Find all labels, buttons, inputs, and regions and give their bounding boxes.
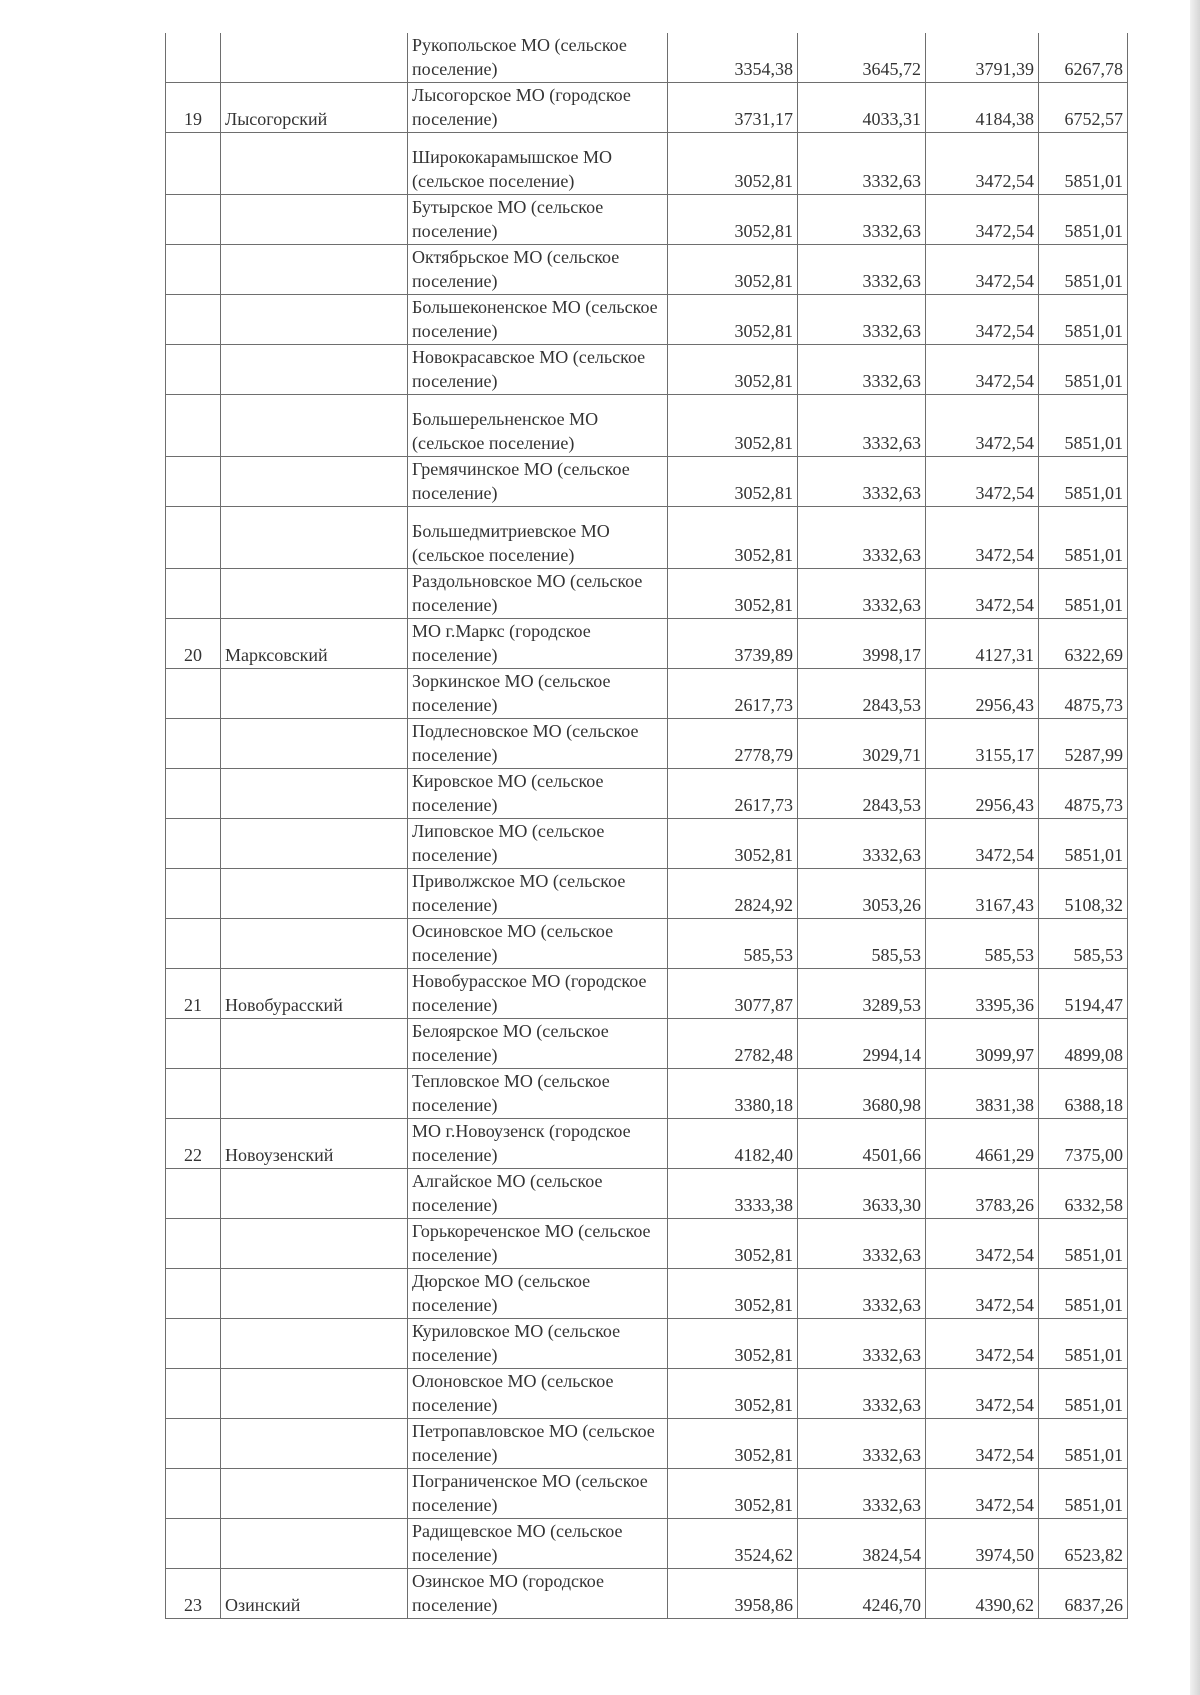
value-col-2: 4501,66 [798, 1119, 926, 1169]
value-col-1: 3052,81 [668, 395, 798, 457]
value-col-2: 3332,63 [798, 345, 926, 395]
value-col-4: 5851,01 [1039, 457, 1128, 507]
table-row [166, 395, 1128, 457]
value-col-3: 3472,54 [926, 569, 1039, 619]
value-col-1: 3354,38 [668, 33, 798, 83]
district-name: Озинский [221, 1569, 408, 1619]
row-number [166, 295, 221, 345]
value-col-2: 3289,53 [798, 969, 926, 1019]
value-col-2: 3053,26 [798, 869, 926, 919]
row-number [166, 1319, 221, 1369]
value-col-2: 3332,63 [798, 1419, 926, 1469]
table-row [166, 1219, 1128, 1269]
value-col-4: 5851,01 [1039, 819, 1128, 869]
value-col-1: 3333,38 [668, 1169, 798, 1219]
municipality-name: Липовское МО (сельское поселение) [408, 819, 668, 869]
table-row [166, 1069, 1128, 1119]
municipality-name: Осиновское МО (сельское поселение) [408, 919, 668, 969]
row-number [166, 133, 221, 195]
row-number [166, 1419, 221, 1469]
value-col-3: 3167,43 [926, 869, 1039, 919]
district-name [221, 133, 408, 195]
municipality-name: Большерельненское МО (сельское поселение) [408, 395, 668, 457]
value-col-4: 5851,01 [1039, 1369, 1128, 1419]
value-col-3: 3472,54 [926, 133, 1039, 195]
value-col-1: 3052,81 [668, 245, 798, 295]
row-number [166, 195, 221, 245]
value-col-3: 3395,36 [926, 969, 1039, 1019]
value-col-3: 3472,54 [926, 295, 1039, 345]
district-name [221, 1319, 408, 1369]
value-col-2: 3332,63 [798, 195, 926, 245]
municipality-name: Гремячинское МО (сельское поселение) [408, 457, 668, 507]
value-col-1: 3052,81 [668, 1369, 798, 1419]
value-col-2: 3332,63 [798, 395, 926, 457]
district-name [221, 345, 408, 395]
municipality-name: Бутырское МО (сельское поселение) [408, 195, 668, 245]
value-col-2: 3332,63 [798, 507, 926, 569]
value-col-2: 4033,31 [798, 83, 926, 133]
table-row [166, 1269, 1128, 1319]
value-col-3: 4390,62 [926, 1569, 1039, 1619]
municipality-name: Кировское МО (сельское поселение) [408, 769, 668, 819]
table-row [166, 345, 1128, 395]
row-number: 20 [166, 619, 221, 669]
municipality-name: Радищевское МО (сельское поселение) [408, 1519, 668, 1569]
table-row [166, 457, 1128, 507]
district-name [221, 1519, 408, 1569]
municipality-name: Озинское МО (городское поселение) [408, 1569, 668, 1619]
row-number [166, 1219, 221, 1269]
value-col-3: 3472,54 [926, 345, 1039, 395]
table-row [166, 195, 1128, 245]
value-col-3: 3791,39 [926, 33, 1039, 83]
value-col-3: 3831,38 [926, 1069, 1039, 1119]
value-col-1: 2617,73 [668, 769, 798, 819]
row-number [166, 33, 221, 83]
value-col-2: 3332,63 [798, 133, 926, 195]
value-col-1: 3052,81 [668, 1319, 798, 1369]
district-name: Новоузенский [221, 1119, 408, 1169]
value-col-4: 4875,73 [1039, 669, 1128, 719]
value-col-3: 3472,54 [926, 1219, 1039, 1269]
municipality-name: Белоярское МО (сельское поселение) [408, 1019, 668, 1069]
value-col-2: 4246,70 [798, 1569, 926, 1619]
value-col-2: 3332,63 [798, 1469, 926, 1519]
value-col-4: 585,53 [1039, 919, 1128, 969]
district-name [221, 245, 408, 295]
row-number [166, 819, 221, 869]
value-col-3: 4661,29 [926, 1119, 1039, 1169]
value-col-3: 3783,26 [926, 1169, 1039, 1219]
value-col-4: 5851,01 [1039, 569, 1128, 619]
value-col-1: 3052,81 [668, 1419, 798, 1469]
value-col-4: 5851,01 [1039, 1419, 1128, 1469]
value-col-1: 3524,62 [668, 1519, 798, 1569]
row-number [166, 1369, 221, 1419]
district-name: Лысогорский [221, 83, 408, 133]
value-col-2: 3332,63 [798, 819, 926, 869]
district-name [221, 195, 408, 245]
value-col-1: 3380,18 [668, 1069, 798, 1119]
municipality-name: Петропавловское МО (сельское поселение) [408, 1419, 668, 1469]
value-col-1: 3958,86 [668, 1569, 798, 1619]
value-col-3: 3472,54 [926, 1419, 1039, 1469]
value-col-2: 3680,98 [798, 1069, 926, 1119]
value-col-3: 4127,31 [926, 619, 1039, 669]
value-col-1: 3052,81 [668, 507, 798, 569]
table-row [166, 669, 1128, 719]
value-col-1: 3731,17 [668, 83, 798, 133]
table-body [166, 33, 1128, 1619]
value-col-4: 5851,01 [1039, 295, 1128, 345]
value-col-1: 3052,81 [668, 457, 798, 507]
value-col-4: 6388,18 [1039, 1069, 1128, 1119]
row-number: 21 [166, 969, 221, 1019]
value-col-2: 3633,30 [798, 1169, 926, 1219]
table-row [166, 769, 1128, 819]
value-col-1: 3739,89 [668, 619, 798, 669]
value-col-1: 585,53 [668, 919, 798, 969]
district-name [221, 919, 408, 969]
table-row [166, 819, 1128, 869]
district-name [221, 33, 408, 83]
district-name [221, 819, 408, 869]
district-name [221, 295, 408, 345]
value-col-4: 6837,26 [1039, 1569, 1128, 1619]
table-row [166, 245, 1128, 295]
value-col-2: 3332,63 [798, 569, 926, 619]
row-number [166, 245, 221, 295]
district-name [221, 569, 408, 619]
municipality-name: Олоновское МО (сельское поселение) [408, 1369, 668, 1419]
value-col-4: 6332,58 [1039, 1169, 1128, 1219]
row-number [166, 1169, 221, 1219]
municipality-name: Зоркинское МО (сельское поселение) [408, 669, 668, 719]
row-number [166, 507, 221, 569]
value-col-1: 4182,40 [668, 1119, 798, 1169]
value-col-4: 5851,01 [1039, 1469, 1128, 1519]
row-number [166, 1519, 221, 1569]
district-name [221, 1219, 408, 1269]
value-col-3: 3472,54 [926, 1469, 1039, 1519]
row-number [166, 569, 221, 619]
row-number [166, 1069, 221, 1119]
district-name: Новобурасский [221, 969, 408, 1019]
value-col-2: 3332,63 [798, 1219, 926, 1269]
municipality-name: Куриловское МО (сельское поселение) [408, 1319, 668, 1369]
value-col-2: 3645,72 [798, 33, 926, 83]
district-name [221, 869, 408, 919]
value-col-3: 3472,54 [926, 457, 1039, 507]
municipality-name: Ширококарамышское МО (сельское поселение) [408, 133, 668, 195]
district-name [221, 1069, 408, 1119]
value-col-3: 3472,54 [926, 1269, 1039, 1319]
row-number [166, 769, 221, 819]
value-col-3: 3472,54 [926, 395, 1039, 457]
value-col-2: 3332,63 [798, 1369, 926, 1419]
district-name [221, 457, 408, 507]
value-col-2: 2994,14 [798, 1019, 926, 1069]
value-col-1: 2782,48 [668, 1019, 798, 1069]
row-number [166, 457, 221, 507]
municipality-name: Дюрское МО (сельское поселение) [408, 1269, 668, 1319]
value-col-1: 3077,87 [668, 969, 798, 1019]
table-row [166, 507, 1128, 569]
value-col-3: 3155,17 [926, 719, 1039, 769]
municipality-name: Подлесновское МО (сельское поселение) [408, 719, 668, 769]
table-row [166, 1419, 1128, 1469]
value-col-3: 3472,54 [926, 1369, 1039, 1419]
value-col-2: 3332,63 [798, 1269, 926, 1319]
value-col-1: 3052,81 [668, 1269, 798, 1319]
table-row [166, 1469, 1128, 1519]
value-col-3: 3472,54 [926, 819, 1039, 869]
value-col-3: 3472,54 [926, 1319, 1039, 1369]
municipality-name: МО г.Маркс (городское поселение) [408, 619, 668, 669]
row-number [166, 345, 221, 395]
municipality-name: Пограниченское МО (сельское поселение) [408, 1469, 668, 1519]
municipality-name: Алгайское МО (сельское поселение) [408, 1169, 668, 1219]
value-col-1: 3052,81 [668, 1219, 798, 1269]
value-col-1: 2778,79 [668, 719, 798, 769]
scan-edge-shadow [1190, 0, 1200, 1695]
value-col-1: 3052,81 [668, 295, 798, 345]
value-col-4: 4875,73 [1039, 769, 1128, 819]
municipality-name: Лысогорское МО (городское поселение) [408, 83, 668, 133]
value-col-3: 3472,54 [926, 245, 1039, 295]
table-row [166, 1569, 1128, 1619]
municipality-name: Раздольновское МО (сельское поселение) [408, 569, 668, 619]
value-col-4: 6267,78 [1039, 33, 1128, 83]
municipality-name: МО г.Новоузенск (городское поселение) [408, 1119, 668, 1169]
value-col-3: 2956,43 [926, 769, 1039, 819]
value-col-4: 5194,47 [1039, 969, 1128, 1019]
value-col-1: 3052,81 [668, 345, 798, 395]
table-row [166, 133, 1128, 195]
value-col-1: 3052,81 [668, 133, 798, 195]
table-row [166, 295, 1128, 345]
table-row [166, 619, 1128, 669]
district-name [221, 769, 408, 819]
row-number [166, 869, 221, 919]
district-name [221, 507, 408, 569]
table-row [166, 33, 1128, 83]
value-col-2: 3332,63 [798, 295, 926, 345]
table-row [166, 1119, 1128, 1169]
value-col-4: 5851,01 [1039, 133, 1128, 195]
table-row [166, 719, 1128, 769]
tariff-table [165, 33, 1128, 1619]
value-col-1: 3052,81 [668, 819, 798, 869]
value-col-3: 3974,50 [926, 1519, 1039, 1569]
district-name [221, 1469, 408, 1519]
district-name [221, 1419, 408, 1469]
value-col-4: 5108,32 [1039, 869, 1128, 919]
value-col-4: 5851,01 [1039, 395, 1128, 457]
municipality-name: Тепловское МО (сельское поселение) [408, 1069, 668, 1119]
municipality-name: Большедмитриевское МО (сельское поселение) [408, 507, 668, 569]
value-col-2: 3029,71 [798, 719, 926, 769]
row-number [166, 1019, 221, 1069]
table-row [166, 1019, 1128, 1069]
municipality-name: Новокрасавское МО (сельское поселение) [408, 345, 668, 395]
value-col-1: 2617,73 [668, 669, 798, 719]
value-col-4: 5851,01 [1039, 345, 1128, 395]
value-col-4: 5851,01 [1039, 1319, 1128, 1369]
value-col-2: 2843,53 [798, 669, 926, 719]
value-col-2: 585,53 [798, 919, 926, 969]
value-col-4: 4899,08 [1039, 1019, 1128, 1069]
municipality-name: Новобурасское МО (городское поселение) [408, 969, 668, 1019]
value-col-3: 2956,43 [926, 669, 1039, 719]
table-row [166, 83, 1128, 133]
district-name [221, 1369, 408, 1419]
value-col-4: 6752,57 [1039, 83, 1128, 133]
value-col-4: 7375,00 [1039, 1119, 1128, 1169]
value-col-4: 5851,01 [1039, 245, 1128, 295]
table-row [166, 1169, 1128, 1219]
municipality-name: Октябрьское МО (сельское поселение) [408, 245, 668, 295]
value-col-1: 2824,92 [668, 869, 798, 919]
value-col-4: 6523,82 [1039, 1519, 1128, 1569]
value-col-1: 3052,81 [668, 195, 798, 245]
value-col-2: 2843,53 [798, 769, 926, 819]
district-name [221, 395, 408, 457]
value-col-2: 3824,54 [798, 1519, 926, 1569]
value-col-1: 3052,81 [668, 569, 798, 619]
value-col-4: 6322,69 [1039, 619, 1128, 669]
district-name [221, 669, 408, 719]
row-number [166, 1269, 221, 1319]
value-col-4: 5287,99 [1039, 719, 1128, 769]
value-col-1: 3052,81 [668, 1469, 798, 1519]
municipality-name: Приволжское МО (сельское поселение) [408, 869, 668, 919]
value-col-4: 5851,01 [1039, 195, 1128, 245]
row-number [166, 669, 221, 719]
municipality-name: Горькореченское МО (сельское поселение) [408, 1219, 668, 1269]
value-col-2: 3332,63 [798, 245, 926, 295]
row-number: 22 [166, 1119, 221, 1169]
table-row [166, 869, 1128, 919]
row-number [166, 395, 221, 457]
value-col-2: 3998,17 [798, 619, 926, 669]
municipality-name: Большеконенское МО (сельское поселение) [408, 295, 668, 345]
value-col-3: 3472,54 [926, 507, 1039, 569]
table-row [166, 919, 1128, 969]
row-number [166, 919, 221, 969]
table-row [166, 1519, 1128, 1569]
row-number: 19 [166, 83, 221, 133]
row-number: 23 [166, 1569, 221, 1619]
municipality-name: Рукопольское МО (сельское поселение) [408, 33, 668, 83]
value-col-2: 3332,63 [798, 1319, 926, 1369]
row-number [166, 1469, 221, 1519]
district-name [221, 1269, 408, 1319]
table-row [166, 569, 1128, 619]
value-col-2: 3332,63 [798, 457, 926, 507]
value-col-4: 5851,01 [1039, 507, 1128, 569]
district-name [221, 1169, 408, 1219]
value-col-4: 5851,01 [1039, 1219, 1128, 1269]
table-row [166, 1369, 1128, 1419]
value-col-3: 585,53 [926, 919, 1039, 969]
value-col-3: 4184,38 [926, 83, 1039, 133]
district-name: Марксовский [221, 619, 408, 669]
value-col-4: 5851,01 [1039, 1269, 1128, 1319]
value-col-3: 3099,97 [926, 1019, 1039, 1069]
district-name [221, 719, 408, 769]
table-row [166, 1319, 1128, 1369]
district-name [221, 1019, 408, 1069]
row-number [166, 719, 221, 769]
table-row [166, 969, 1128, 1019]
value-col-3: 3472,54 [926, 195, 1039, 245]
